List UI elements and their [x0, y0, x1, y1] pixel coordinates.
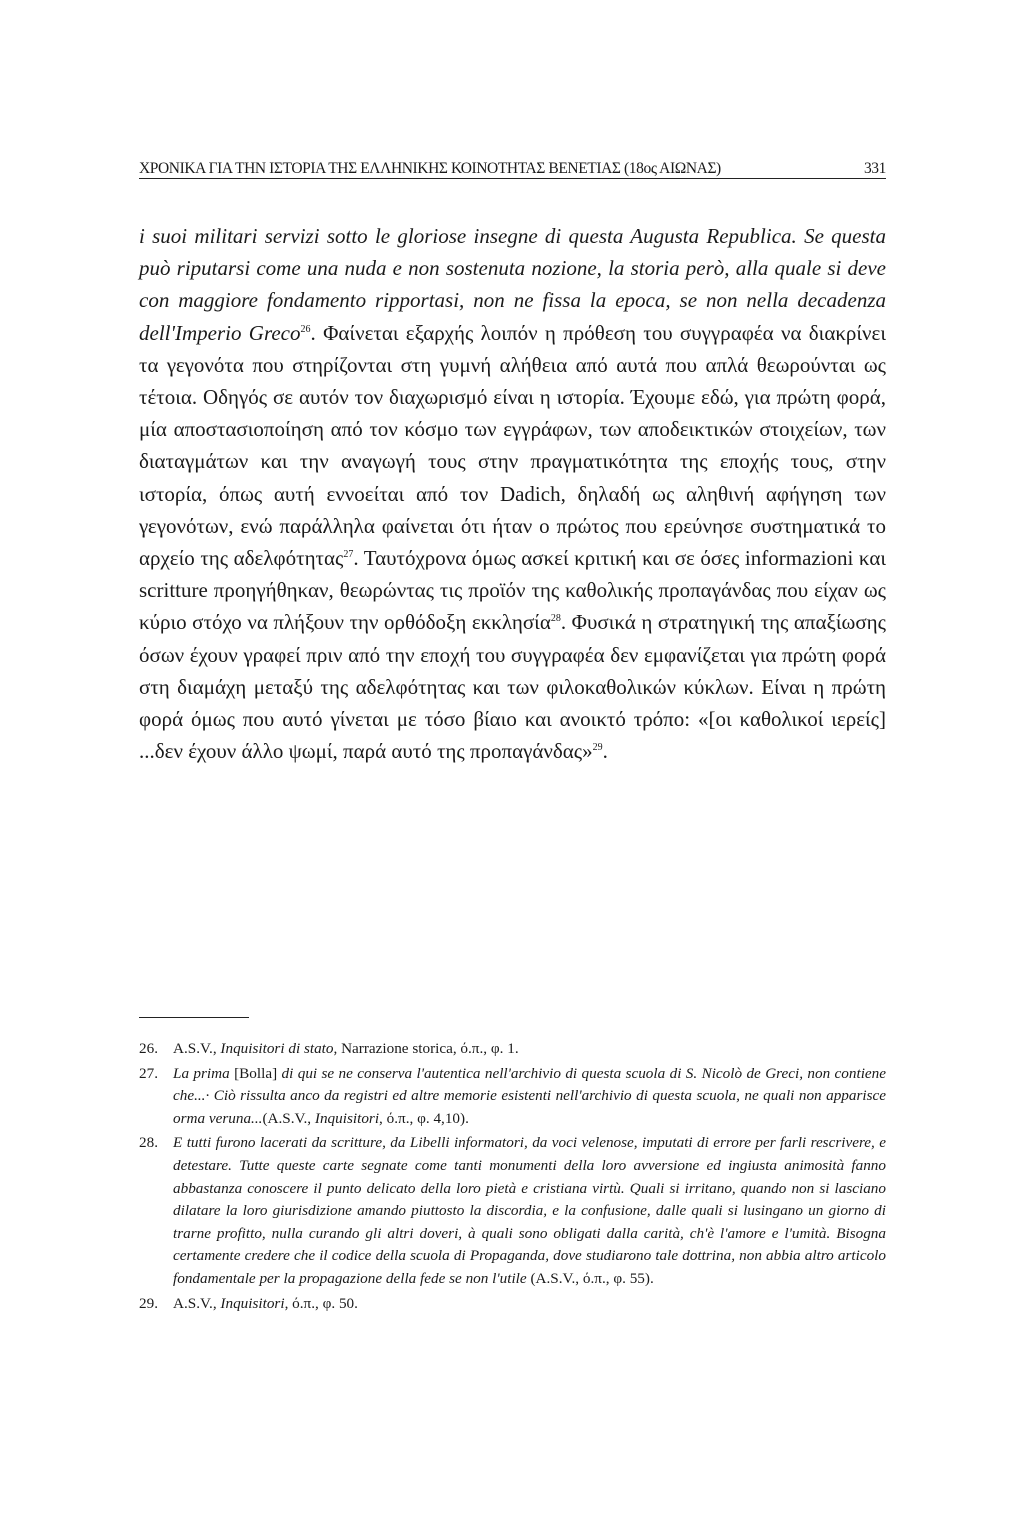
footnote-27	[139, 1063, 886, 1131]
footnote-text	[173, 1038, 886, 1061]
text-segment: . Φαίνεται εξαρχής λοιπόν η πρόθεση του συγγραφέα να διακρίνει τα γεγονότα που στηρίζονται στη γυμνή αλήθεια από αυτά που απλά θεωρούνται ως τέτοια. Οδηγός σε αυτόν τον διαχωρισμό είναι η ιστορία. Έχουμε εδώ, για πρώτη φορά, μία αποστασιοποίηση από τον κόσμο των εγγράφων, των αποδεικτικών στοιχείων, των διαταγμάτων και την αναγωγή τους στην πραγματικότητα της εποχής τους, στην ιστορία, όπως αυτή εννοείται από τον Dadich, δηλαδή ως αληθινή αφήγηση των γεγονότων, ενώ παράλληλα φαίνεται ότι ήταν ο πρώτος που ερεύνησε συστηματικά το αρχείο της αδελφότητας	[139, 320, 886, 571]
footnote-number: 29.	[139, 1294, 158, 1312]
footnote-ref-29[interactable]: 29	[592, 742, 603, 754]
footnote-segment: , Narrazione storica, ό.π., φ. 1.	[333, 1040, 519, 1057]
footnote-29	[139, 1293, 886, 1316]
text-segment: .	[602, 739, 608, 764]
footnote-ref-28[interactable]: 28	[550, 613, 561, 625]
footnote-segment: , ό.π., φ. 4,10).	[379, 1109, 469, 1127]
main-text	[139, 220, 886, 767]
footnote-28	[139, 1132, 886, 1290]
footnote-ref-27[interactable]: 27	[343, 549, 354, 561]
footnote-26	[139, 1038, 886, 1061]
footnotes	[139, 1038, 886, 1317]
footnote-segment-italic: La prima	[173, 1064, 235, 1082]
footnote-number: 28.	[139, 1134, 158, 1152]
footnote-segment: [Bolla]	[234, 1064, 278, 1082]
footnote-segment: , ό.π., φ. 50.	[284, 1294, 358, 1312]
footnote-text	[173, 1293, 886, 1316]
footnote-segment-italic: Inquisitori	[220, 1294, 285, 1312]
footnote-segment-italic: Inquisitori di stato	[220, 1040, 334, 1057]
body-paragraph	[139, 220, 886, 767]
footnote-number: 27.	[139, 1064, 158, 1082]
italian-quote: i suoi militari servizi sotto le gloriose insegne di questa Augusta Republica. Se questa può riputarsi come una nuda e non sostenuta nozione, la storia però, alla quale si deve con maggiore fondamento ripportasi, non ne fissa la epoca, se non nella decadenza dell'Imperio Greco	[139, 224, 886, 345]
footnote-segment: (A.S.V., ό.π., φ. 55).	[526, 1269, 654, 1287]
footnote-text	[173, 1063, 886, 1131]
text-segment: . Ταυτόχρονα όμως ασκεί κριτική και σε όσες informazioni και scritture προηγήθηκαν, θεωρώντας τις προϊόν της καθολικής προπαγάνδας που είχαν ως κύριο στόχο να πλήξουν την ορθόδοξη εκκλησία	[139, 546, 886, 635]
footnote-segment-italic: E tutti furono lacerati da scritture, da Libelli informatori, da voci velenose, imputati di errore per farli rescrivere, e detestare. Tutte queste carte segnate come tanti monumenti della loro avversione ed ingiusta animosità fanno abbastanza conoscere il punto delicato della loro pietà e cristiana virtù. Quali si irritano, quando non si lasciano dilatare la loro giurisdizione amando piuttosto la discordia, e la confusione, dalle quali si lusingano un giorno di trarne profitto, nulla curando gli altri doveri, à quali sono obligati dalla carità, ch'è l'amore e l'umità. Bisogna certamente credere che il codice della scuola di Propaganda, dove studiarono tale dottrina, non abbia altro articolo fondamentale per la propagazione della fede se non l'utile	[173, 1134, 886, 1287]
text-segment: . Φυσικά η στρατηγική της απαξίωσης όσων έχουν γραφεί πριν από την εποχή του συγγραφέα δεν εμφανίζεται για πρώτη φορά στη διαμάχη μεταξύ της αδελφότητας και των φιλοκαθολικών κύκλων. Είναι η πρώτη φορά όμως που αυτό γίνεται με τόσο βίαιο και ανοικτό τρόπο: «[οι καθολικοί ιερείς] ...δεν έχουν άλλο ψωμί, παρά αυτό της προπαγάνδας»	[139, 610, 886, 764]
page-number: 331	[863, 160, 886, 177]
running-header	[139, 150, 886, 178]
footnote-ref-26[interactable]: 26	[300, 323, 311, 335]
footnote-number: 26.	[139, 1040, 158, 1057]
footnote-text	[173, 1132, 886, 1290]
footnote-segment-italic: di qui se ne conserva l'autentica nell'archivio di questa scuola di S. Nicolò de Greci, non contiene che...· Ciò rissulta anco da registri ed altre memorie esistenti nell'archivio di questa scuola, ne quali non apparisce orma veruna...	[173, 1064, 887, 1127]
footnote-rule	[139, 1017, 249, 1018]
footnote-segment-italic: Inquisitori	[314, 1109, 380, 1127]
footnote-segment: A.S.V.,	[173, 1294, 221, 1312]
header-rule	[139, 178, 886, 179]
footnote-segment: A.S.V.,	[173, 1040, 221, 1057]
running-title: ΧΡΟΝΙΚΑ ΓΙΑ ΤΗΝ ΙΣΤΟΡΙΑ ΤΗΣ ΕΛΛΗΝΙΚΗΣ ΚΟΙΝΟΤΗΤΑΣ ΒΕΝΕΤΙΑΣ (18ος ΑΙΩΝΑΣ)	[139, 160, 721, 177]
footnote-segment: (A.S.V.,	[262, 1109, 315, 1127]
